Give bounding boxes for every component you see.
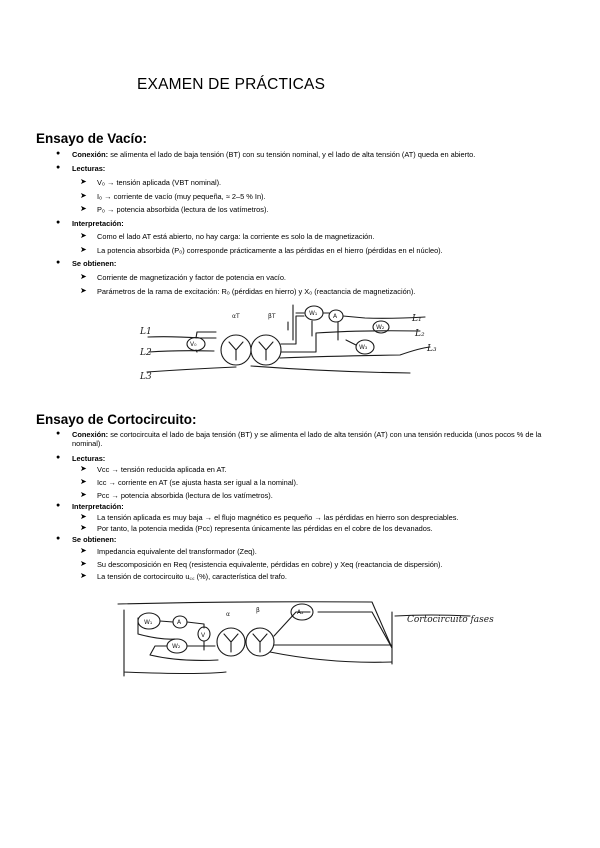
- vacio-lectura-item: I₀ → corriente de vacío (muy pequeña, ≈ 2–5 % In).: [97, 192, 266, 201]
- bullet-dot: ●: [56, 150, 61, 157]
- sketch-label: βT: [268, 313, 276, 320]
- corto-lectura-item: Vcc → tensión reducida aplicada en AT.: [97, 465, 227, 474]
- conexion-text: se alimenta el lado de baja tensión (BT) con su tensión nominal, y el lado de alta tensión (AT) queda en abierto.: [108, 150, 476, 159]
- conexion-text: se cortocircuita el lado de baja tensión (BT) y se alimenta el lado de alta tensión (AT) con una tensión reducida (unos pocos % de la nominal).: [72, 430, 542, 448]
- sketch-label: V: [201, 632, 206, 639]
- bullet-dot: ●: [56, 164, 61, 171]
- vacio-obtienen-item: Parámetros de la rama de excitación: R₀ (pérdidas en hierro) y X₀ (reactancia de magnetización).: [97, 287, 416, 296]
- sketch-label: αT: [232, 313, 240, 320]
- corto-obtienen-item: La tensión de cortocircuito u꜀꜀ (%), característica del trafo.: [97, 572, 287, 581]
- arrow-bullet-icon: ➤: [80, 204, 87, 213]
- sketch-label: A₂: [297, 609, 304, 616]
- page-title: EXAMEN DE PRÁCTICAS: [137, 76, 326, 93]
- sketch-label: W₂: [172, 643, 181, 650]
- section-heading-cortocircuito: Ensayo de Cortocircuito:: [36, 412, 197, 427]
- arrow-bullet-icon: ➤: [80, 477, 87, 486]
- sketch-label: α: [226, 611, 230, 618]
- bullet-dot: ●: [56, 259, 61, 266]
- vacio-interpretacion-item: Como el lado AT está abierto, no hay carga: la corriente es solo la de magnetización.: [97, 232, 375, 241]
- bullet-dot: ●: [56, 454, 61, 461]
- corto-interpretacion-item: La tensión aplicada es muy baja → el flujo magnético es pequeño → las pérdidas en hierro son despreciables.: [97, 513, 459, 522]
- vacio-lectura-item: V₀ → tensión aplicada (VBT nominal).: [97, 178, 222, 187]
- corto-lectura-item: Icc → corriente en AT (se ajusta hasta ser igual a la nominal).: [97, 478, 299, 487]
- arrow-bullet-icon: ➤: [80, 546, 87, 555]
- corto-interpretacion-label: Interpretación:: [72, 502, 124, 511]
- arrow-bullet-icon: ➤: [80, 512, 87, 521]
- sketch-label: L3: [140, 372, 152, 382]
- sketch-label: A: [177, 619, 182, 626]
- vacio-obtienen-label: Se obtienen:: [72, 259, 117, 268]
- sketch-label: L₂: [415, 329, 425, 339]
- corto-interpretacion-item: Por tanto, la potencia medida (Pcc) representa únicamente las pérdidas en el cobre de los devanados.: [97, 524, 433, 533]
- arrow-bullet-icon: ➤: [80, 272, 87, 281]
- arrow-bullet-icon: ➤: [80, 177, 87, 186]
- corto-obtienen-item: Su descomposición en Req (resistencia equivalente, pérdidas en cobre) y Xeq (reactancia de dispersión).: [97, 560, 443, 569]
- arrow-bullet-icon: ➤: [80, 559, 87, 568]
- sketch-label-cortocircuito: Cortocircuito fases: [407, 615, 494, 625]
- sketch-label: L2: [140, 348, 152, 358]
- sketch-label: β: [256, 607, 260, 614]
- corto-lectura-item: Pcc → potencia absorbida (lectura de los vatímetros).: [97, 491, 273, 500]
- section-heading-vacio: Ensayo de Vacío:: [36, 131, 148, 146]
- arrow-bullet-icon: ➤: [80, 191, 87, 200]
- conexion-label: Conexión:: [72, 150, 109, 159]
- vacio-obtienen-item: Corriente de magnetización y factor de potencia en vacío.: [97, 273, 286, 282]
- corto-lecturas-label: Lecturas:: [72, 454, 106, 463]
- corto-obtienen-label: Se obtienen:: [72, 535, 117, 544]
- sketch-label: A: [333, 313, 338, 320]
- sketch-label: V₀: [190, 341, 197, 348]
- arrow-bullet-icon: ➤: [80, 245, 87, 254]
- vacio-interpretacion-label: Interpretación:: [72, 219, 124, 228]
- vacio-lecturas-label: Lecturas:: [72, 164, 106, 173]
- bullet-dot: ●: [56, 219, 61, 226]
- sketch-label: W₂: [376, 324, 385, 331]
- sketch-label: L1: [140, 327, 152, 337]
- sketch-label: W₁: [309, 310, 318, 317]
- bullet-dot: ●: [56, 535, 61, 542]
- arrow-bullet-icon: ➤: [80, 286, 87, 295]
- sketch-label: W₁: [144, 619, 153, 626]
- sketch-label: L₁: [412, 314, 422, 324]
- arrow-bullet-icon: ➤: [80, 490, 87, 499]
- bullet-dot: ●: [56, 430, 61, 437]
- arrow-bullet-icon: ➤: [80, 231, 87, 240]
- corto-obtienen-item: Impedancia equivalente del transformador (Zeq).: [97, 547, 257, 556]
- vacio-interpretacion-item: La potencia absorbida (P₀) corresponde prácticamente a las pérdidas en el hierro (pérdidas en el núcleo).: [97, 246, 443, 255]
- arrow-bullet-icon: ➤: [80, 571, 87, 580]
- arrow-bullet-icon: ➤: [80, 523, 87, 532]
- arrow-bullet-icon: ➤: [80, 464, 87, 473]
- sketch-label: L₃: [427, 344, 437, 354]
- bullet-dot: ●: [56, 502, 61, 509]
- vacio-lectura-item: P₀ → potencia absorbida (lectura de los vatímetros).: [97, 205, 269, 214]
- sketch-label: W₃: [359, 344, 368, 351]
- conexion-label: Conexión:: [72, 430, 109, 439]
